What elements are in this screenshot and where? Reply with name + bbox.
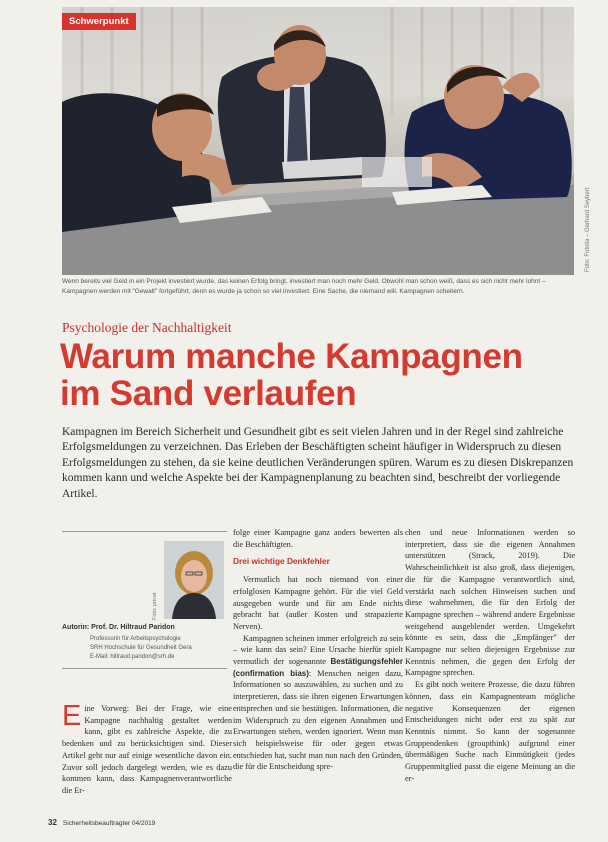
page-number: 32 [48, 818, 57, 827]
column-1-text: ine Vorweg: Bei der Frage, wie eine Kampagne nachhaltig gestaltet werden kann, gibt es zahlreiche Aspekte, die zu bedenken und zu berücksichtigen sind. Dieser Artikel geht nur auf einige wesentliche davon ein. Zuvor soll jedoch dargelegt werden, wie es dazu kommen kann, dass Kampagnenverantwortliche die Er- [62, 704, 232, 795]
text-column-1 [62, 700, 232, 797]
author-photo-credit: Foto: privat [152, 592, 158, 620]
author-title: Professorin für Arbeitspsychologie [90, 636, 181, 642]
publication-name: Sicherheitsbeauftragter 04/2019 [62, 820, 156, 827]
column-3-paragraph-1: chen und neue Informationen werden so interpretiert, dass sie die eigenen Annahmen unterstützen (Strack, 2019). Die Wahrscheinlichkeit ist also groß, dass diejenigen, die für die Kampagne verantwortlich sind, verstärkt nach solchen Hinweisen suchen und diese wahrnehmen, die für den Erfolg der Kampagne sprechen – während andere Ergebnisse weitgehend ausgeblendet werden. Umgekehrt könnte es sein, dass die „Empfänger" der Kampagne nur selten diejenigen Ergebnisse zur Kenntnis nehmen, die gegen den Erfolg der Kampagne sprechen. [405, 528, 575, 678]
column-2-intro: folge einer Kampagne ganz anders bewerten als die Beschäftigten. [233, 528, 403, 549]
paragraph-text: : Menschen neigen dazu, Informationen so auszuwählen, zu suchen und zu interpretieren, dass sie ihren eigenen Erwartungen entsprechen und sie bestätigen. Informationen, die im Widerspruch zu den eigenen Annahmen und Erwartungen stehen, werden ignoriert. Wenn man sich beispielsweise für oder gegen etwas entschieden hat, sucht man nun nach den Gründen, die für die Entscheidung spre- [233, 668, 403, 772]
author-name: Autorin: Prof. Dr. Hiltraud Paridon [62, 624, 175, 631]
text-column-2 [233, 527, 403, 773]
highlight-term: Bestätigungsfehler (confirmation bias) [233, 657, 403, 678]
article-kicker: Psychologie der Nachhaltigkeit [62, 320, 232, 335]
column-2-paragraph-2 [233, 633, 403, 773]
author-rule-bottom [62, 668, 227, 669]
article-lead: Kampagnen im Bereich Sicherheit und Gesundheit gibt es seit vielen Jahren und in der Regel sind zahlreiche Erfolgsmeldungen zu verzeichnen. Das Erleben der Beschäftigten scheint häufiger in Widerspruch zu diesen Erfolgsmeldungen zu stehen, da sie keine deutlichen Veränderungen spüren. Warum es zu diesen Diskrepanzen kommen kann und welche Aspekte bei der Kampagnenplanung zu beachten sind, beschreibt der vorliegende Artikel. [62, 426, 574, 500]
author-email[interactable]: E-Mail: hiltraud.paridon@srh.de [90, 654, 175, 660]
subheading: Drei wichtige Denkfehler [233, 556, 330, 567]
drop-cap: E [62, 700, 82, 732]
column-3-paragraph-2: Es gibt noch weitere Prozesse, die dazu führen können, dass ein Kampagnenteam mögliche negative Konsequenzen der eigenen Entscheidungen nicht oder erst zu spät zur Kenntnis nimmt. So kann der sogenannte Gruppendenken (groupthink) aufgrund einer übermäßigen Suche nach Einmütigkeit (jedes Gruppenmitglied passt die eigene Meinung an die er- [405, 680, 575, 783]
column-1-paragraph [62, 700, 232, 797]
author-portrait [164, 541, 224, 619]
author-institution: SRH Hochschule für Gesundheit Gera [90, 645, 192, 651]
photo-credit: Foto: Fotolia – Gerhard Seybert [585, 187, 591, 272]
paragraph-text: Kampagnen scheinen immer erfolgreich zu sein – wie kann das sein? Eine Ursache hierfür spielt vermutlich der sogenannte [233, 633, 403, 667]
section-tag: Schwerpunkt [62, 13, 136, 30]
article-title: Warum manche Kampagnen im Sand verlaufen [60, 337, 523, 413]
photo-caption: Wenn bereits viel Geld in ein Projekt investiert wurde, das keinen Erfolg bringt, investiert man noch mehr Geld. Obwohl man schon weiß, dass es sich nicht mehr lohnt – Kampagnen werden mit "Gewalt" fortgeführt, denn es wurde ja schon so viel investiert. Eine Sache, die niemand will. Kampagnen scheitern. [62, 278, 546, 295]
author-rule-top [62, 531, 227, 532]
text-column-3 [405, 527, 575, 784]
column-2-paragraph-1: Vermutlich hat noch niemand von einer erfolglosen Kampagne gehört. Für die viel Geld ausgegeben wurde und für am Ende nichts gebracht hat (außer Kosten und strapazierte Nerven). [233, 575, 403, 631]
page-footer [48, 818, 155, 827]
meeting-photo [62, 7, 574, 275]
